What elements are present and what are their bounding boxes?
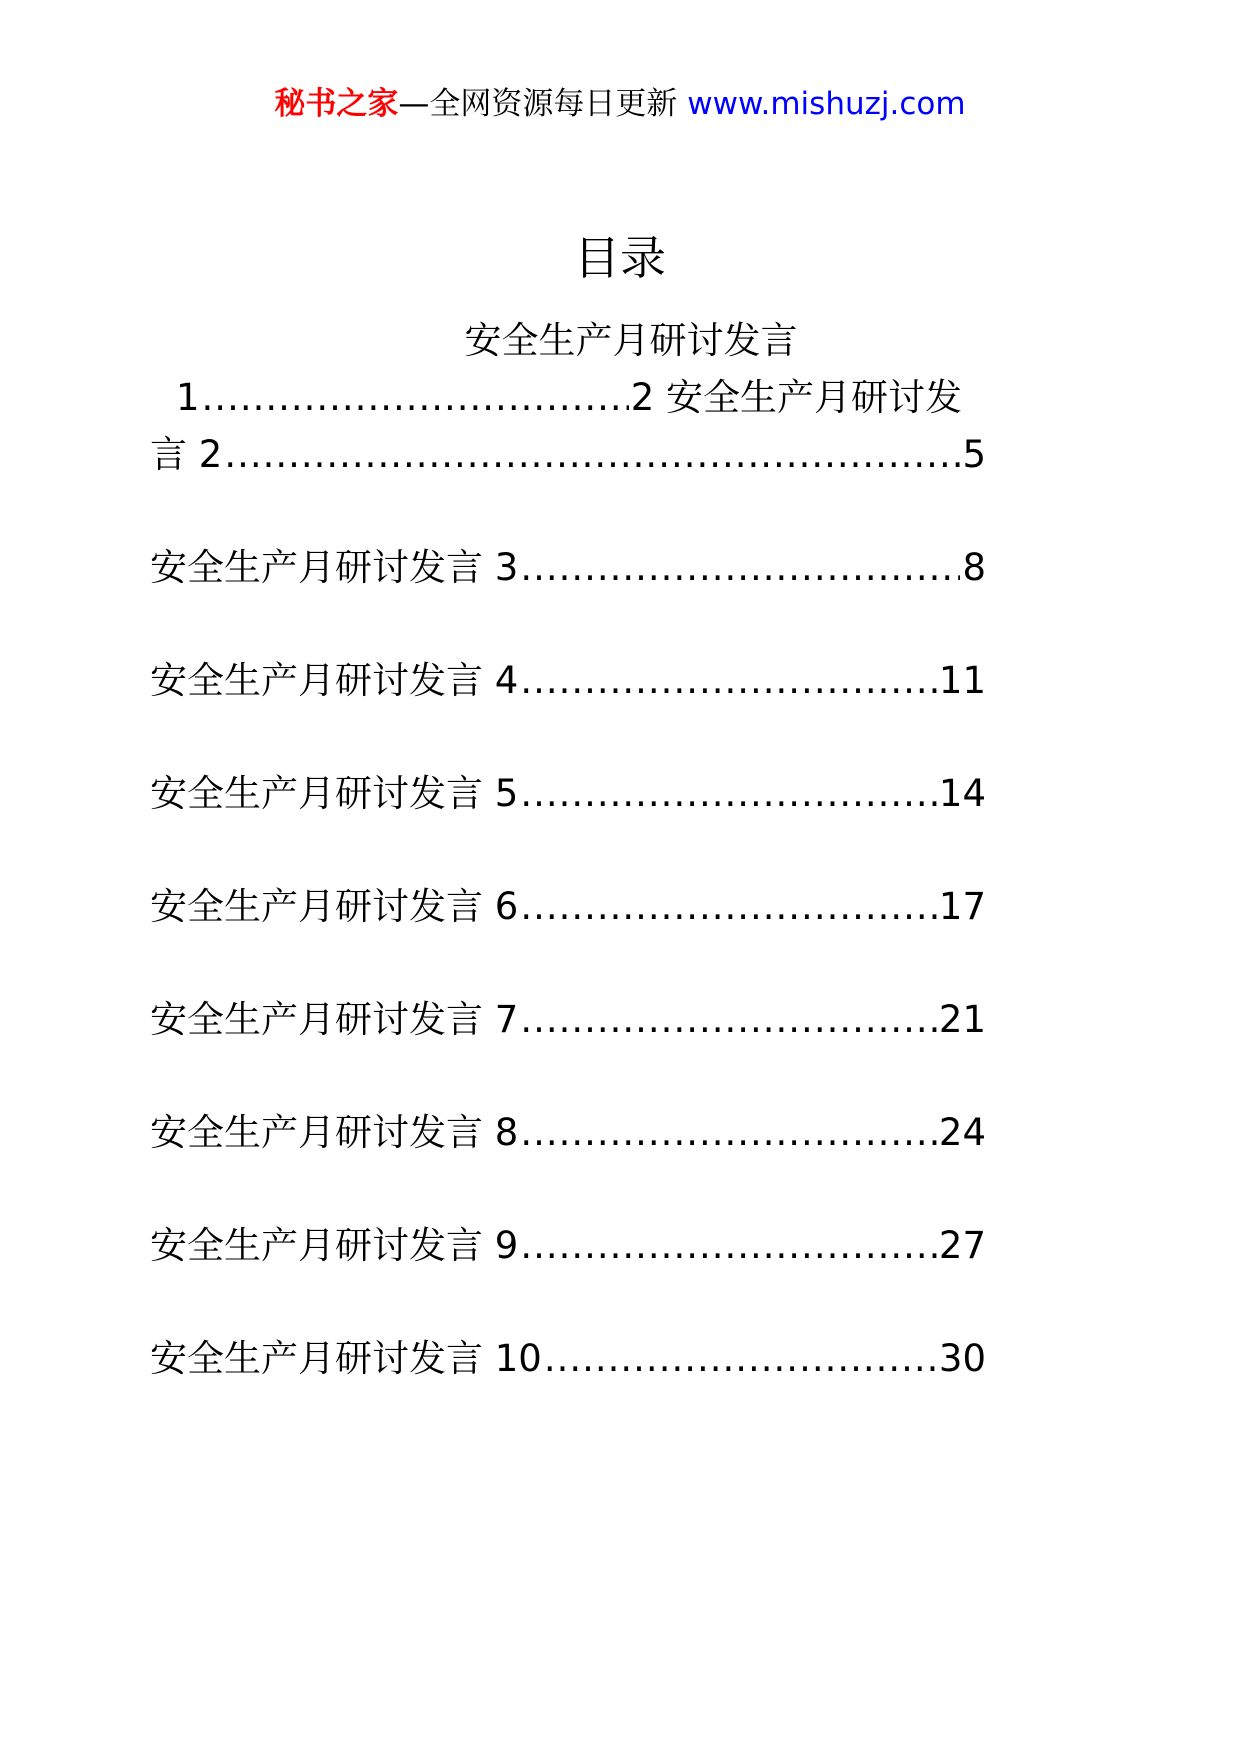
toc-entry-2-title-end: 言 2 xyxy=(150,433,223,476)
toc-entry[interactable] xyxy=(150,656,986,706)
toc-leader-dots xyxy=(224,430,960,480)
page-header xyxy=(0,84,1240,124)
toc-entry[interactable] xyxy=(150,1334,986,1384)
toc-entry[interactable] xyxy=(150,1221,986,1271)
toc-entry-page: 21 xyxy=(938,998,986,1041)
toc-leader-dots xyxy=(520,543,960,593)
toc-entry-page: 14 xyxy=(938,772,986,815)
toc-leader-dots xyxy=(520,882,937,932)
toc-entry[interactable] xyxy=(150,1108,986,1158)
toc-entry-label: 安全生产月研讨发言 3 xyxy=(150,546,519,589)
brand-name: 秘书之家 xyxy=(274,86,399,122)
toc-entry-2[interactable] xyxy=(150,430,986,480)
toc-title: 目录 xyxy=(574,231,666,285)
toc-entry-label: 安全生产月研讨发言 7 xyxy=(150,998,519,1041)
toc-entry[interactable] xyxy=(150,543,986,593)
toc-leader-dots xyxy=(544,1334,937,1384)
toc-entry-page: 27 xyxy=(938,1224,986,1267)
toc-leader-dots xyxy=(520,656,937,706)
site-url-link[interactable]: www.mishuzj.com xyxy=(687,86,966,122)
toc-entry-2-title-start: 2 安全生产月研讨发 xyxy=(630,376,962,419)
toc-entry-label: 安全生产月研讨发言 4 xyxy=(150,659,519,702)
toc-entry[interactable] xyxy=(150,995,986,1045)
toc-entry-page: 30 xyxy=(938,1337,986,1380)
toc-entry-1-title[interactable]: 安全生产月研讨发言 xyxy=(464,319,798,362)
toc-entry-label: 安全生产月研讨发言 10 xyxy=(150,1337,542,1380)
toc-leader-dots xyxy=(520,1108,937,1158)
toc-entry-label: 安全生产月研讨发言 6 xyxy=(150,885,519,928)
toc-entry-page: 11 xyxy=(938,659,986,702)
toc-entry-label: 安全生产月研讨发言 8 xyxy=(150,1111,519,1154)
toc-leader-dots xyxy=(202,373,629,423)
toc-entry-label: 安全生产月研讨发言 5 xyxy=(150,772,519,815)
toc-entry-1-page: 1 xyxy=(176,376,200,419)
toc-entry-page: 8 xyxy=(962,546,986,589)
toc-entry[interactable] xyxy=(150,882,986,932)
toc-leader-dots xyxy=(520,995,937,1045)
toc-leader-dots xyxy=(520,769,937,819)
toc-entry-2-page: 5 xyxy=(962,433,986,476)
header-tagline: —全网资源每日更新 xyxy=(398,86,688,122)
toc-entry-page: 17 xyxy=(938,885,986,928)
toc-entry-label: 安全生产月研讨发言 9 xyxy=(150,1224,519,1267)
toc-leader-dots xyxy=(520,1221,937,1271)
toc-entry-page: 24 xyxy=(938,1111,986,1154)
toc-entry[interactable] xyxy=(150,769,986,819)
toc-wrapped-line[interactable] xyxy=(176,373,962,423)
